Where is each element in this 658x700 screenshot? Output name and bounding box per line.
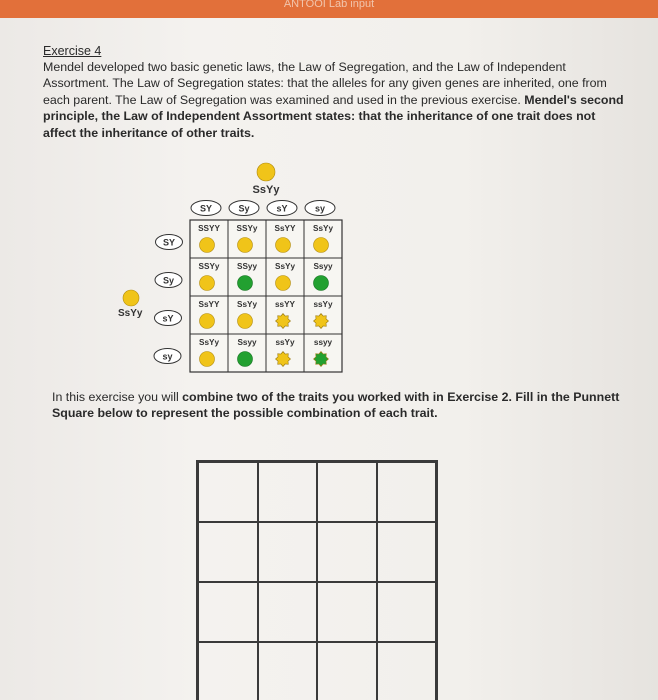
row-gamete-label: Sy <box>162 275 175 286</box>
left-parent-label: SsYy <box>118 308 143 319</box>
exercise-heading: Exercise 4 <box>43 44 102 58</box>
genotype-label: SsYy <box>312 224 334 233</box>
genotype-label: SsYY <box>198 300 220 309</box>
blank-cell[interactable] <box>258 642 318 700</box>
blank-cell[interactable] <box>317 462 377 522</box>
genotype-label: SsYy <box>236 300 258 309</box>
blank-cell[interactable] <box>198 582 258 642</box>
genotype-label: SSYy <box>198 262 220 271</box>
genotype-label: SSyy <box>236 262 258 271</box>
row-gamete-label: sY <box>162 313 174 324</box>
offspring-pea <box>200 314 215 329</box>
instruction-bold-text: combine two of the traits you worked with in Exercise 2. Fill in the Punnett Square below to represent the possible combination of each trait. <box>52 390 620 421</box>
intro-text: Mendel developed two basic genetic laws, the Law of Segregation, and the Law of Independent Assortment. The Law of Segregation states: that the alleles for any given genes are inherited, one from each parent. The Law of Segregation was examined and used in the previous exercise. <box>43 60 607 107</box>
blank-punnett-square <box>196 460 438 700</box>
genotype-label: ssyy <box>313 338 333 347</box>
blank-cell[interactable] <box>377 642 437 700</box>
offspring-pea <box>276 352 291 367</box>
offspring-pea <box>238 314 253 329</box>
row-gamete-label: sy <box>162 351 173 362</box>
blank-cell[interactable] <box>198 642 258 700</box>
genotype-label: ssYy <box>275 338 295 347</box>
blank-cell[interactable] <box>198 462 258 522</box>
genotype-label: SSYy <box>236 224 258 233</box>
offspring-pea <box>200 276 215 291</box>
blank-cell[interactable] <box>258 462 318 522</box>
offspring-pea <box>314 238 329 253</box>
genotype-label: SsYY <box>274 224 296 233</box>
blank-cell[interactable] <box>317 582 377 642</box>
exercise-instruction <box>52 389 632 422</box>
genotype-label: Ssyy <box>237 338 257 347</box>
intro-bold-text: Mendel's second principle, the Law of Independent Assortment states: that the inheritance of one trait does not affect the inheritance of other traits. <box>43 92 624 140</box>
genotype-label: Ssyy <box>313 262 333 271</box>
top-parent-label: SsYy <box>252 184 280 196</box>
genotype-label: ssYy <box>313 300 333 309</box>
offspring-pea <box>276 276 291 291</box>
blank-cell[interactable] <box>377 522 437 582</box>
column-gamete-label: sy <box>314 203 326 214</box>
column-gamete-label: SY <box>199 203 213 214</box>
offspring-pea <box>238 238 253 253</box>
offspring-pea <box>238 276 253 291</box>
column-gamete-label: Sy <box>238 203 250 214</box>
genotype-label: SsYy <box>274 262 296 271</box>
offspring-pea <box>314 276 329 291</box>
blank-cell[interactable] <box>258 582 318 642</box>
offspring-pea <box>276 238 291 253</box>
instruction-text: In this exercise you will <box>52 390 183 404</box>
offspring-pea <box>314 314 329 329</box>
top-parent-pea <box>257 163 275 181</box>
blank-cell[interactable] <box>377 582 437 642</box>
genotype-label: SsYy <box>198 338 220 347</box>
offspring-pea <box>238 352 253 367</box>
blank-cell[interactable] <box>317 642 377 700</box>
top-bar-text: ANTOOI Lab input <box>283 0 375 10</box>
offspring-pea <box>314 352 329 367</box>
row-gamete-label: SY <box>162 237 176 248</box>
genotype-label: SSYY <box>198 224 220 233</box>
offspring-pea <box>200 238 215 253</box>
column-gamete-label: sY <box>276 203 288 214</box>
offspring-pea <box>276 314 291 329</box>
offspring-pea <box>200 352 215 367</box>
blank-cell[interactable] <box>377 462 437 522</box>
blank-cell[interactable] <box>317 522 377 582</box>
blank-cell[interactable] <box>198 522 258 582</box>
blank-cell[interactable] <box>258 522 318 582</box>
genotype-label: ssYY <box>274 300 296 309</box>
left-parent-pea <box>123 290 139 306</box>
